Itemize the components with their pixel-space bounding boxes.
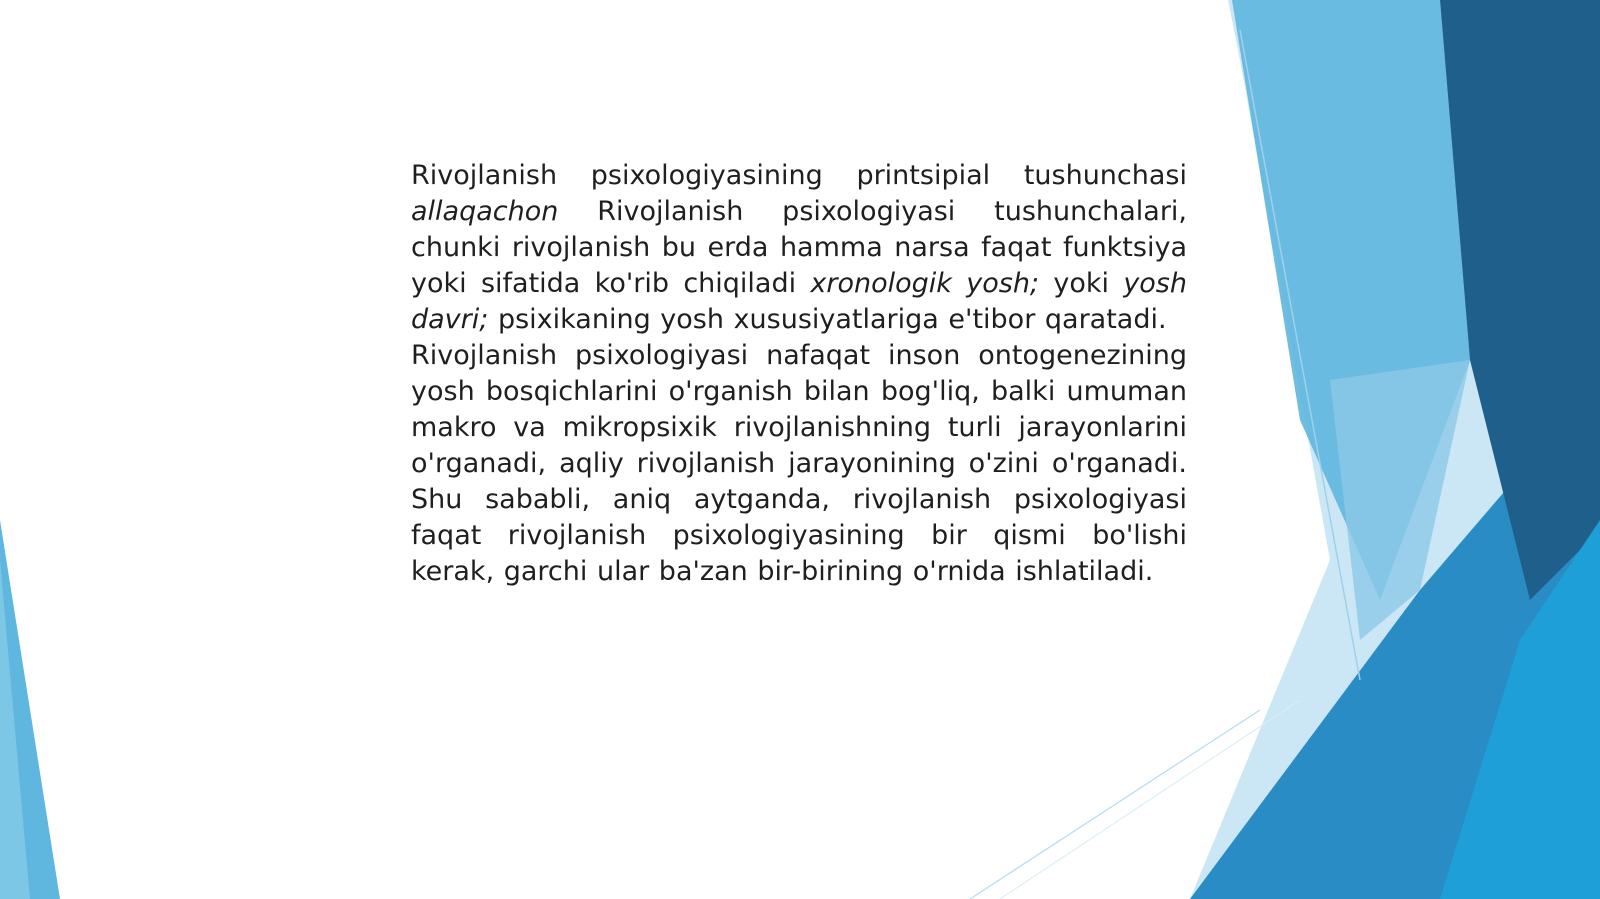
text-segment: Rivojlanish psixologiyasining printsipial tushunchasi xyxy=(411,160,1187,191)
text-segment-italic: allaqachon xyxy=(411,196,559,227)
text-segment: yoki xyxy=(1039,268,1124,299)
text-segment-italic: xronologik yosh; xyxy=(810,268,1040,299)
paragraph-2 xyxy=(411,338,1187,590)
text-segment-italic: yosh davri; xyxy=(411,268,1187,335)
body-text xyxy=(411,158,1187,590)
text-segment: Rivojlanish psixologiyasi nafaqat inson ontogenezining yosh bosqichlarini o'rganish bilan bog'liq, balki umuman makro va mikropsixik rivojlanishning turli jarayonlarini o'rganadi, aqliy rivojlanish jarayonining o'zini o'rganadi. Shu sababli, aniq aytganda, rivojlanish psixologiyasi faqat rivojlanish psixologiyasining bir qismi bo'lishi kerak, garchi ular ba'zan bir-birining o'rnida ishlatiladi. xyxy=(411,340,1187,587)
paragraph-1 xyxy=(411,158,1187,338)
text-segment: psixikaning yosh xususiyatlariga e'tibor qaratadi. xyxy=(488,304,1167,335)
text-segment: Rivojlanish psixologiyasi tushunchalari, chunki rivojlanish bu erda hamma narsa faqat funktsiya yoki sifatida ko'rib chiqiladi xyxy=(411,196,1187,299)
